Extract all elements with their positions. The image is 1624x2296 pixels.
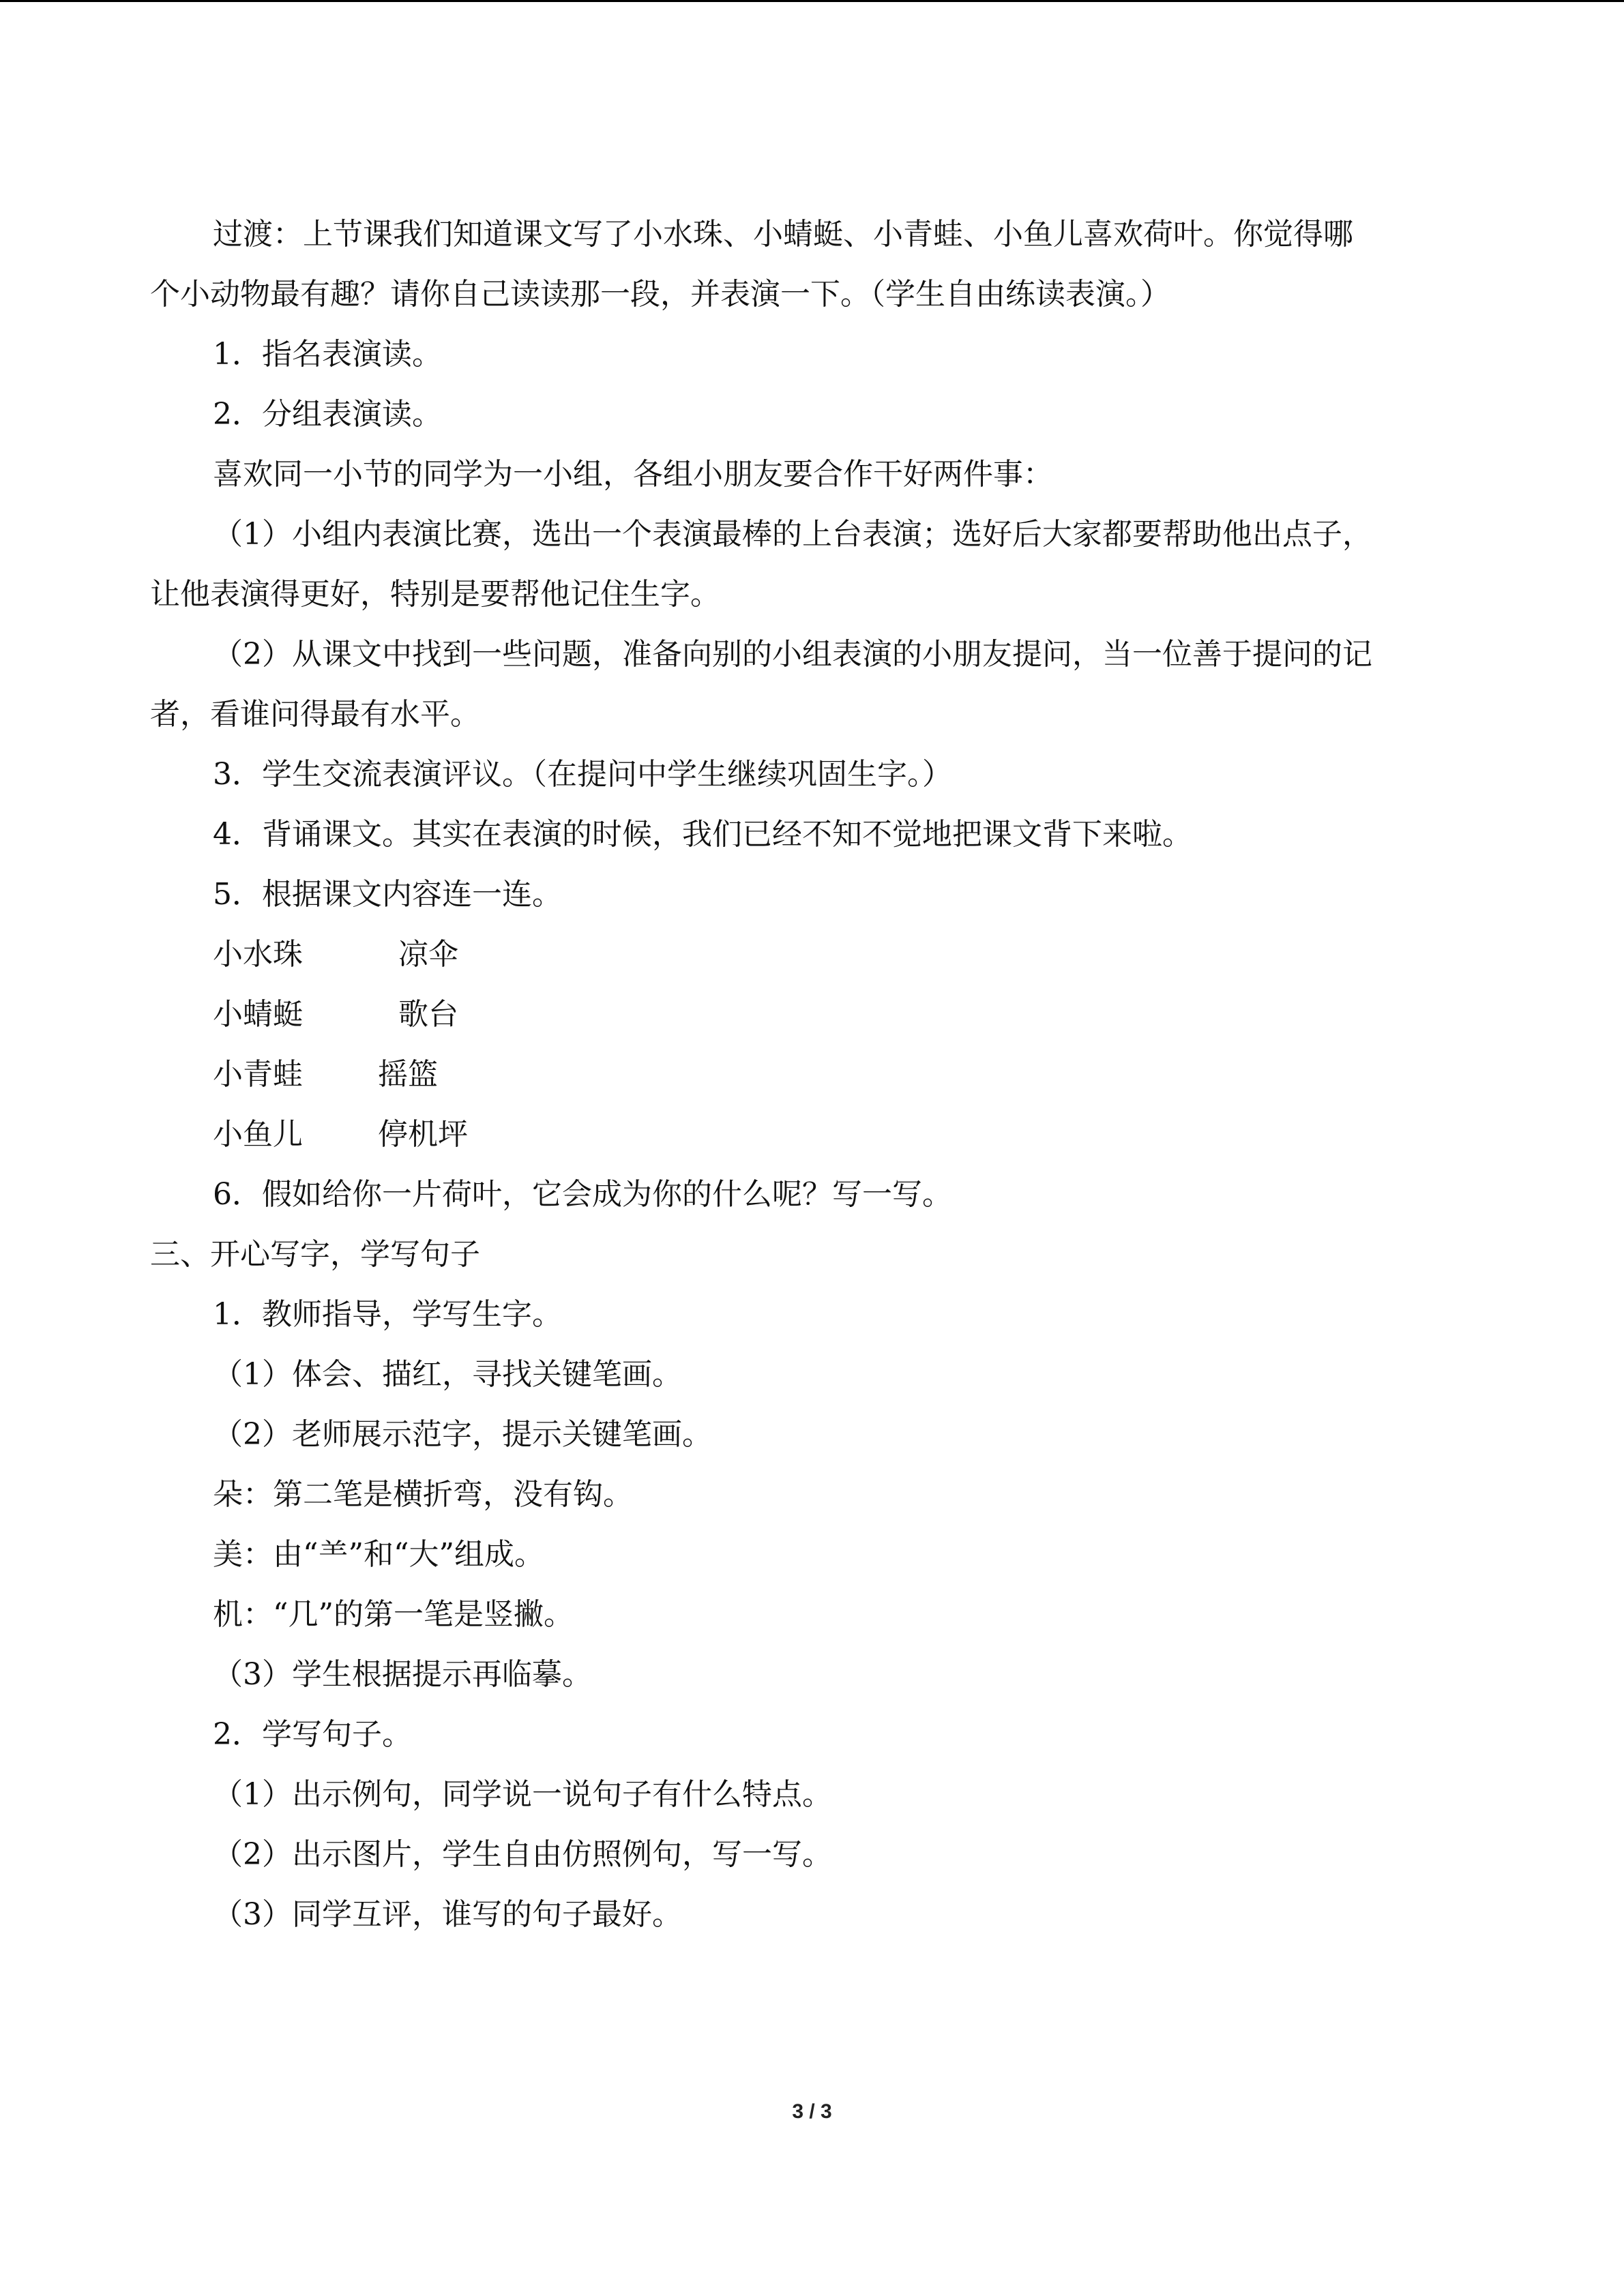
task-2-item-1: （1）出示例句，同学说一说句子有什么特点。 xyxy=(213,1777,832,1812)
page-top-border xyxy=(0,0,1624,2)
task-2-item-3: （3）同学互评，谁写的句子最好。 xyxy=(213,1897,682,1932)
step-2-description: 喜欢同一小节的同学为一小组，各组小朋友要合作干好两件事： xyxy=(213,457,1053,492)
character-note-duo: 朵：第二笔是横折弯，没有钩。 xyxy=(213,1477,633,1512)
step-5: 5．根据课文内容连一连。 xyxy=(213,877,562,912)
character-note-ji: 机：“几”的第一笔是竖撇。 xyxy=(213,1597,574,1632)
matching-left: 小蜻蜓 xyxy=(213,997,303,1032)
page-number: 3 / 3 xyxy=(792,2100,832,2123)
matching-right: 摇篮 xyxy=(378,1057,438,1092)
step-3: 3．学生交流表演评议。（在提问中学生继续巩固生字。） xyxy=(213,757,952,792)
step-4: 4．背诵课文。其实在表演的时候，我们已经不知不觉地把课文背下来啦。 xyxy=(213,817,1192,852)
matching-row xyxy=(150,1045,1487,1105)
task-1-item-3: （3）学生根据提示再临摹。 xyxy=(213,1657,592,1692)
step-2-item-2-line2: 者，看谁问得最有水平。 xyxy=(150,697,480,732)
step-2-item-1-line1: （1）小组内表演比赛，选出一个表演最棒的上台表演；选好后大家都要帮助他出点子， xyxy=(213,517,1372,552)
matching-row xyxy=(150,985,1487,1045)
matching-left: 小水珠 xyxy=(213,937,303,972)
task-1-item-1: （1）体会、描红，寻找关键笔画。 xyxy=(213,1357,682,1392)
task-2-item-2: （2）出示图片，学生自由仿照例句，写一写。 xyxy=(213,1837,832,1872)
matching-row xyxy=(150,925,1487,985)
step-2-item-1-line2: 让他表演得更好，特别是要帮他记住生字。 xyxy=(150,577,720,612)
matching-row xyxy=(150,1105,1487,1165)
document-body xyxy=(150,205,1487,1945)
section-3-heading: 三、开心写字，学写句子 xyxy=(150,1237,480,1272)
character-note-mei: 美：由“⺷”和“大”组成。 xyxy=(213,1537,544,1572)
matching-right: 凉伞 xyxy=(398,937,458,972)
matching-right: 歌台 xyxy=(398,997,458,1032)
step-1: 1．指名表演读。 xyxy=(213,337,442,372)
paragraph-transition-line2: 个小动物最有趣？请你自己读读那一段，并表演一下。（学生自由练读表演。） xyxy=(150,277,1170,312)
task-2: 2．学写句子。 xyxy=(213,1717,412,1752)
step-2-item-2-line1: （2）从课文中找到一些问题，准备向别的小组表演的小朋友提问，当一位善于提问的记 xyxy=(213,637,1372,672)
matching-right: 停机坪 xyxy=(378,1117,468,1152)
step-6: 6．假如给你一片荷叶，它会成为你的什么呢？写一写。 xyxy=(213,1177,952,1212)
matching-left: 小青蛙 xyxy=(213,1057,303,1092)
matching-left: 小鱼儿 xyxy=(213,1117,303,1152)
paragraph-transition-line1: 过渡：上节课我们知道课文写了小水珠、小蜻蜓、小青蛙、小鱼儿喜欢荷叶。你觉得哪 xyxy=(213,217,1353,252)
task-1-item-2: （2）老师展示范字，提示关键笔画。 xyxy=(213,1417,712,1452)
step-2: 2．分组表演读。 xyxy=(213,397,442,432)
task-1: 1．教师指导，学写生字。 xyxy=(213,1297,562,1332)
